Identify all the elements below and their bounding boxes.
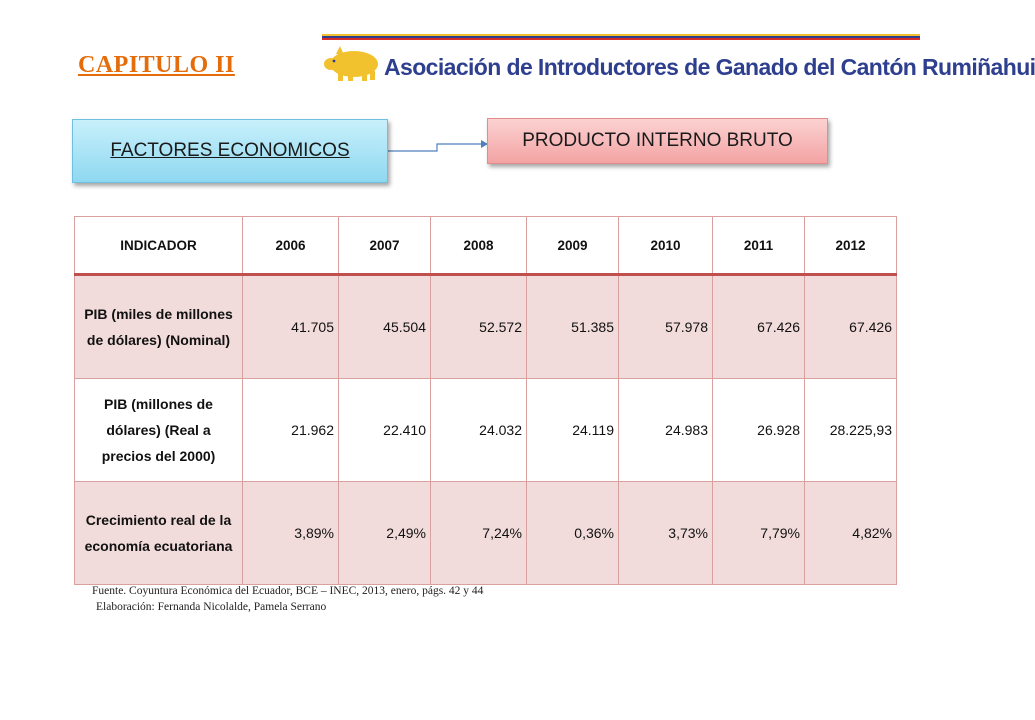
table-cell: 67.426 [713, 275, 805, 379]
table-cell: 67.426 [805, 275, 897, 379]
table-cell: 7,79% [713, 482, 805, 585]
table-cell: 4,82% [805, 482, 897, 585]
column-header: 2006 [243, 217, 339, 275]
table-cell: 52.572 [431, 275, 527, 379]
row-label: Crecimiento real de la economía ecuatoriana [75, 482, 243, 585]
table-cell: 45.504 [339, 275, 431, 379]
table-cell: 7,24% [431, 482, 527, 585]
table-cell: 24.119 [527, 379, 619, 482]
table-cell: 28.225,93 [805, 379, 897, 482]
row-label: PIB (millones de dólares) (Real a precios del 2000) [75, 379, 243, 482]
author-credit: Elaboración: Fernanda Nicolalde, Pamela Serrano [96, 601, 327, 613]
table-cell: 2,49% [339, 482, 431, 585]
table-row [75, 275, 897, 379]
column-header: INDICADOR [75, 217, 243, 275]
chapter-title: CAPITULO II [78, 52, 235, 78]
table-cell: 0,36% [527, 482, 619, 585]
column-header: 2010 [619, 217, 713, 275]
table-header-row [75, 217, 897, 275]
source-citation: Fuente. Coyuntura Económica del Ecuador, BCE – INEC, 2013, enero, págs. 42 y 44 [92, 585, 484, 597]
table-cell: 24.032 [431, 379, 527, 482]
organization-name: Asociación de Introductores de Ganado del Cantón Rumiñahui [384, 54, 1035, 80]
column-header: 2008 [431, 217, 527, 275]
column-header: 2012 [805, 217, 897, 275]
table-cell: 26.928 [713, 379, 805, 482]
producto-interno-bruto-box: PRODUCTO INTERNO BRUTO [487, 118, 828, 164]
column-header: 2009 [527, 217, 619, 275]
table-row [75, 379, 897, 482]
factores-economicos-box: FACTORES ECONOMICOS [72, 119, 388, 183]
pib-table [74, 216, 897, 585]
table-cell: 3,73% [619, 482, 713, 585]
row-label: PIB (miles de millones de dólares) (Nominal) [75, 275, 243, 379]
table-cell: 22.410 [339, 379, 431, 482]
column-header: 2011 [713, 217, 805, 275]
column-header: 2007 [339, 217, 431, 275]
table-cell: 3,89% [243, 482, 339, 585]
table-row [75, 482, 897, 585]
table-cell: 51.385 [527, 275, 619, 379]
table-cell: 57.978 [619, 275, 713, 379]
source-note [92, 583, 483, 615]
table-cell: 41.705 [243, 275, 339, 379]
table-cell: 24.983 [619, 379, 713, 482]
table-cell: 21.962 [243, 379, 339, 482]
